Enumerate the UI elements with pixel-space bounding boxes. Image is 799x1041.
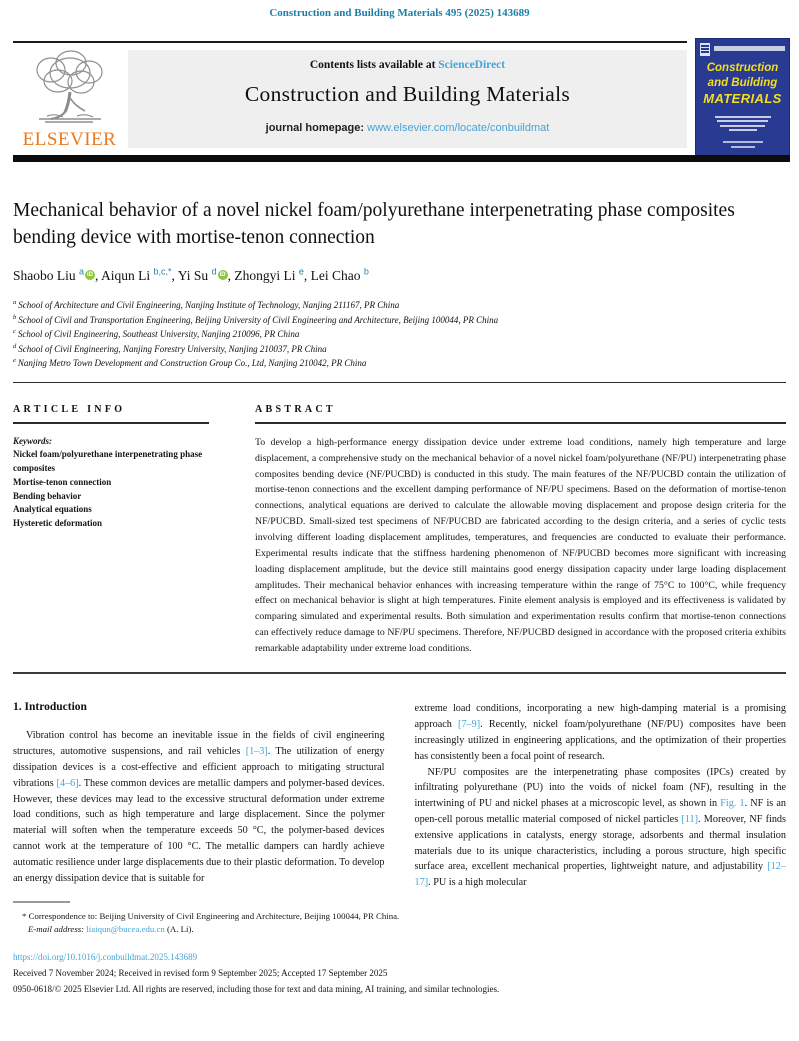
citation-link[interactable]: [7–9] — [458, 719, 481, 731]
author — [311, 268, 369, 283]
author-name: Yi Su — [177, 268, 209, 284]
citation-link[interactable]: [11] — [681, 814, 699, 826]
author: Shaobo Liu $^a$ iD , — [13, 266, 102, 284]
header-top-rule — [13, 41, 687, 43]
keyword: Bending behavior — [13, 490, 82, 501]
citation-link[interactable]: Fig. 1 — [720, 798, 745, 810]
abstract-heading: ABSTRACT — [255, 404, 336, 416]
correspondence-footnote — [13, 901, 786, 936]
journal-title: Construction and Building Materials — [244, 82, 571, 106]
cover-publisher-emblem — [700, 43, 710, 56]
affiliation-list — [13, 298, 786, 371]
journal-homepage-link[interactable]: www.elsevier.com/locate/conbuildmat — [367, 122, 550, 134]
author-name: Lei Chao — [310, 268, 361, 284]
citation-link[interactable]: [12–17] — [414, 861, 786, 889]
affiliation: $^b$ School of Civil and Transportation Engineering, Beijing University of Civil Engineering and Architecture, Beijing 100044, PR China — [13, 313, 499, 325]
info-abstract-section — [13, 383, 786, 657]
email-link[interactable]: liaiqun@bucea.edu.cn — [86, 923, 165, 934]
author: Yi Su $^d$ iD , — [177, 266, 235, 284]
author-name: Zhongyi Li — [234, 268, 296, 284]
doi-link[interactable]: https://doi.org/10.1016/j.conbuildmat.2025.143689 — [13, 951, 198, 962]
intro-paragraph: extreme load conditions, incorporating a new high-damping material is a promising approach [7–9]. Recently, nickel foam/polyurethane (NF/PU) composites have been increasingly utilized in engineering applications, and the optimization of their properties has consistently been a focal point of research. — [414, 703, 786, 762]
section-heading: 1. Introduction — [13, 701, 87, 714]
orcid-icon[interactable]: iD — [87, 272, 94, 279]
affiliation: $^c$ School of Civil Engineering, Southeast University, Nanjing 210096, PR China — [13, 328, 300, 340]
intro-paragraph: NF/PU composites are the interpenetrating phase composites (IPCs) created by infiltrating polyurethane (PU) into the voids of nickel foam (NF), resulting in the intertwining of PU and nickel phases at a microscopic level, as shown in Fig. 1. NF is an open-cell porous metallic material composed of nickel particles [11]. Moreover, NF finds extensive applications in catalysts, energy storage, adsorbents and thermal insulation materials due to its unique characteristics, including a porous structure, high specific surface area, excellent mechanical properties, lightweight nature, and adjustability [12–17]. PU is a high molecular — [414, 766, 786, 889]
article-title: Mechanical behavior of a novel nickel foam/polyurethane interpenetrating phase composites bending device with mortise-tenon connection — [13, 200, 735, 248]
abstract-bottom-divider — [13, 672, 786, 675]
orcid-icon[interactable]: iD — [219, 272, 226, 279]
author-list — [13, 267, 786, 285]
contents-line: Contents lists available at ScienceDirect — [309, 59, 506, 71]
keywords-label: Keywords: — [13, 435, 52, 446]
journal-cover-thumbnail[interactable] — [695, 38, 790, 160]
cover-title: Construction and Building MATERIALS — [696, 61, 789, 134]
received-dates: Received 7 November 2024; Received in revised form 9 September 2025; Accepted 17 September 2025 — [13, 968, 388, 979]
article-info-column — [13, 404, 209, 657]
elsevier-tree-icon — [27, 111, 113, 128]
intro-right-column — [415, 701, 787, 891]
homepage-line: journal homepage: www.elsevier.com/locate/conbuildmat — [265, 122, 550, 134]
correspondence-text: * Correspondence to: Beijing University of Civil Engineering and Architecture, Beijing 100044, PR China. — [22, 910, 400, 921]
keywords-block — [13, 435, 209, 531]
journal-masthead — [128, 50, 687, 148]
footnote-divider — [13, 901, 70, 903]
author-sup: d — [211, 266, 217, 277]
author: Zhongyi Li $^e$, — [234, 266, 311, 284]
author-sup: e — [298, 266, 304, 277]
elsevier-wordmark: ELSEVIER — [22, 129, 117, 150]
intro-paragraph: Vibration control has become an inevitable issue in the fields of civil engineering structures, automotive suspensions, and rail vehicles [1–3]. The utilization of energy dissipation devices is a cost-effective and efficient approach to mitigating structural vibrations [4–6]. These common devices are metallic dampers and polymer-based devices. However, these devices may lead to the excessive structural deformation under extreme load conditions, such as high temperature and large displacement. Since the polymer material will soften when the temperature exceeds 50 °C, the polymer-based devices cannot work at the temperature of 100 °C. The metallic dampers can hardly achieve automatic resilience under large displacements due to their plastic deformation. To develop an energy dissipation device that is suitable for — [13, 730, 385, 884]
introduction-section — [13, 701, 786, 891]
keyword: Nickel foam/polyurethane interpenetrating phase composites — [13, 449, 203, 474]
affiliation: $^d$ School of Civil Engineering, Nanjing Forestry University, Nanjing 210037, PR China — [13, 342, 327, 354]
keyword: Mortise-tenon connection — [13, 476, 112, 487]
author: Aiqun Li $^{b,c,*}$, — [101, 266, 178, 284]
cover-top-band — [714, 46, 785, 51]
cover-footer-lines — [696, 141, 789, 150]
citation-link[interactable]: [1–3] — [245, 746, 268, 758]
copyright-line: 0950-0618/© 2025 Elsevier Ltd. All rights are reserved, including those for text and data mining, AI training, and similar technologies. — [13, 984, 500, 995]
author-name: Aiqun Li — [101, 268, 151, 284]
header-bottom-bar — [13, 155, 790, 162]
intro-left-column — [13, 701, 385, 891]
affiliation: $^a$ School of Architecture and Civil Engineering, Nanjing Institute of Technology, Nanjing 211167, PR China — [13, 299, 400, 311]
article-footer — [13, 949, 786, 998]
elsevier-logo[interactable] — [13, 48, 126, 148]
abstract-text: To develop a high-performance energy dissipation device under extreme load conditions, namely high temperature and large displacement, a comprehensive study on the mechanical behavior of a novel nickel foam/polyurethane (NF/PU) interpenetrating phase composites bending device (NF/PUCBD) is conducted in this study. The main features of the NF/PUCBD contain the utilization of mortise-tenon connections and the excellent damping performance of NF/PU specimens. Based on the deformation of mortise-tenon connections, analytical equations are derived to calculate the allowable moving displacement and propose design criteria for the NF/PUCBD. Small-sized test specimens of NF/PUCBD are fabricated according to the design criteria, and a series of cyclic tests involving different loading displacement amplitudes, temperatures, and frequencies are conducted to evaluate their performance. Experimental results indicate that the stiffness hardening phenomenon of NF/PUCBD becomes more significant with increasing loading displacement amplitude, but the device still maintains good energy dissipation capacity under large loading displacement amplitudes. Their mechanical behavior enhances with increasing temperature within the range of 75°C to 100°C, while frequency effect on mechanical behavior is slight at high temperatures. Finite element analysis is employed and its effectiveness is validated by comparing simulated and experimental results. Both simulation and experimentation results confirm that mortise-tenon connections can effectively reduce damage to NF/PU specimens. Therefore, NF/PUCBD designed in accordance with the proposed criteria exhibits remarkable adaptability under extreme load conditions. — [255, 436, 786, 654]
affiliation: $^e$ Nanjing Metro Town Development and Construction Group Co., Ltd, Nanjing 210042, PR China — [13, 357, 367, 369]
email-line: E-mail address: liaiqun@bucea.edu.cn (A. Li). — [28, 923, 194, 934]
article-info-heading: ARTICLE INFO — [13, 404, 126, 416]
author-sup: b — [363, 266, 369, 277]
keyword: Hysteretic deformation — [13, 517, 103, 528]
author-name: Shaobo Liu — [13, 268, 76, 284]
citation-link[interactable]: [4–6] — [56, 777, 79, 789]
author-sup: b,c,* — [153, 266, 172, 277]
cover-tagline-lines — [715, 116, 771, 132]
keyword: Analytical equations — [13, 504, 92, 515]
sciencedirect-link[interactable]: ScienceDirect — [438, 59, 506, 71]
abstract-column — [255, 404, 786, 657]
page-header — [0, 0, 799, 170]
journal-citation: Construction and Building Materials 495 (2025) 143689 — [269, 7, 530, 19]
author-sup: a — [79, 266, 85, 277]
